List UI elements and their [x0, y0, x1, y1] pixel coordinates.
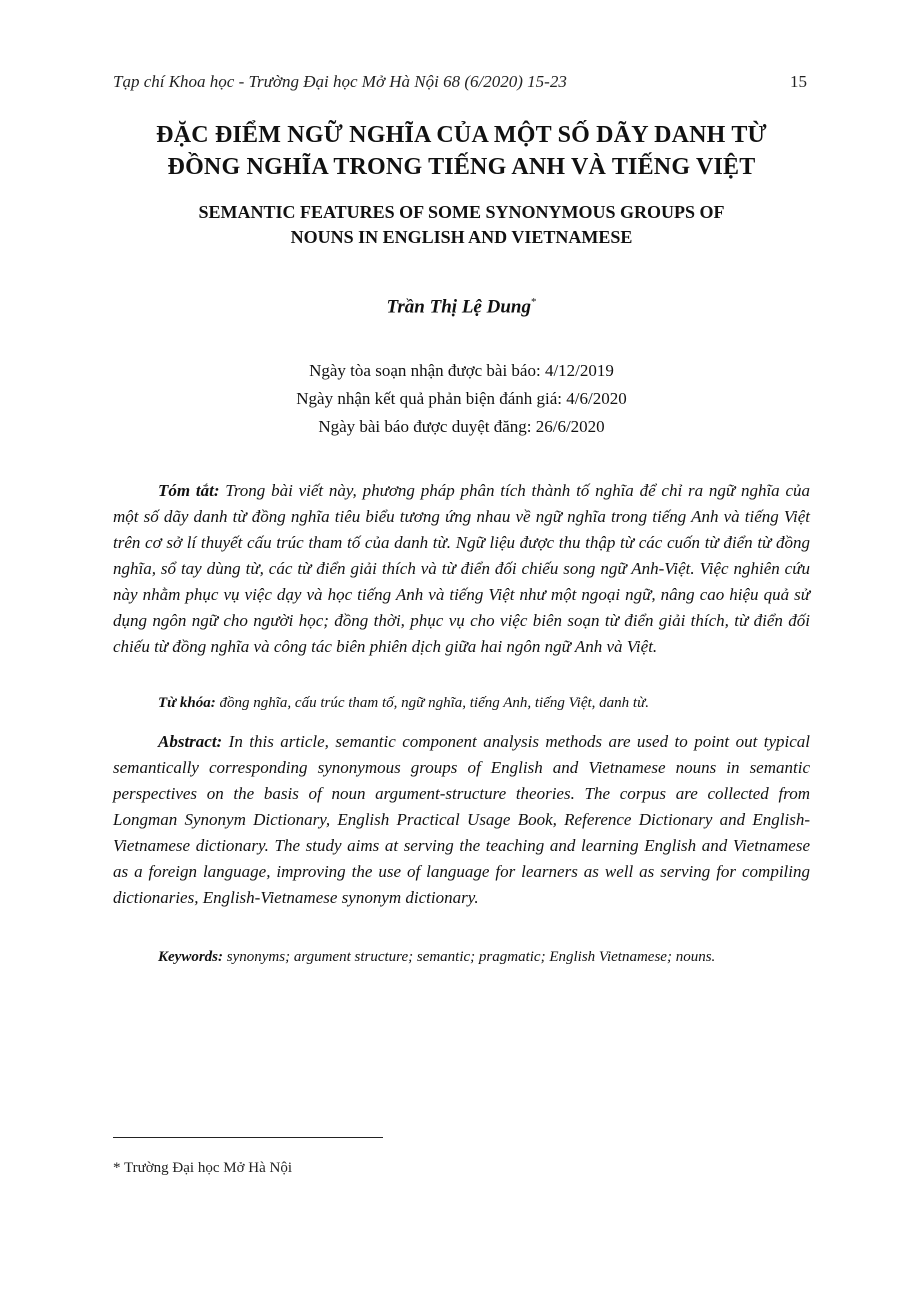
english-abstract-label: Abstract: — [158, 732, 223, 751]
english-keywords-label: Keywords: — [158, 949, 223, 965]
vietnamese-title-line-2: ĐỒNG NGHĨA TRONG TIẾNG ANH VÀ TIẾNG VIỆT — [167, 154, 756, 180]
journal-header: Tạp chí Khoa học - Trường Đại học Mở Hà Nội 68 (6/2020) 15-23 — [113, 72, 567, 91]
vietnamese-title-line-1: ĐẶC ĐIỂM NGỮ NGHĨA CỦA MỘT SỐ DÃY DANH TỪ — [156, 122, 767, 148]
page-number: 15 — [790, 72, 807, 91]
english-keywords — [113, 949, 810, 966]
english-title — [113, 200, 810, 250]
date-received: Ngày tòa soạn nhận được bài báo: 4/12/2019 — [309, 361, 614, 380]
vietnamese-title — [113, 119, 810, 183]
author-footnote-marker: * — [530, 296, 537, 308]
vietnamese-abstract-label: Tóm tắt: — [158, 481, 220, 500]
english-abstract-text: In this article, semantic component analysis methods are used to point out typical semantically corresponding synonymous groups of English and Vietnamese nouns in semantic perspectives on the basis of noun argument-structure theories. The corpus are collected from Longman Synonym Dictionary, English Practical Usage Book, Reference Dictionary and English-Vietnamese dictionary. The study aims at serving the teaching and learning English and Vietnamese as a foreign language, improving the use of language for learners as well as serving for compiling dictionaries, English-Vietnamese synonym dictionary. — [113, 732, 810, 907]
submission-dates — [113, 357, 810, 441]
english-abstract — [113, 729, 810, 911]
english-title-line-2: NOUNS IN ENGLISH AND VIETNAMESE — [290, 227, 633, 247]
vietnamese-keywords-text: đồng nghĩa, cấu trúc tham tố, ngữ nghĩa, tiếng Anh, tiếng Việt, danh từ. — [215, 695, 650, 711]
english-keywords-text: synonyms; argument structure; semantic; pragmatic; English Vietnamese; nouns. — [223, 949, 716, 965]
vietnamese-keywords — [113, 695, 810, 712]
footnote-divider — [113, 1137, 383, 1138]
affiliation-footnote: * Trường Đại học Mở Hà Nội — [113, 1160, 292, 1176]
vietnamese-abstract — [113, 478, 810, 660]
vietnamese-abstract-text: Trong bài viết này, phương pháp phân tích thành tố nghĩa để chỉ ra ngữ nghĩa của một số dãy danh từ đồng nghĩa tiêu biểu tương ứng nhau về ngữ nghĩa trong tiếng Anh và tiếng Việt trên cơ sở lí thuyết cấu trúc tham tố của danh từ. Ngữ liệu được thu thập từ các cuốn từ điển từ đồng nghĩa, sổ tay dùng từ, các từ điển giải thích và từ điển đối chiếu song ngữ Anh-Việt. Việc nghiên cứu này nhằm phục vụ việc dạy và học tiếng Anh và tiếng Việt như một ngoại ngữ, nâng cao hiệu quả sử dụng ngôn ngữ cho người học; đồng thời, phục vụ cho việc biên soạn từ điển giải thích, từ điển đối chiếu từ đồng nghĩa và công tác biên phiên dịch giữa hai ngôn ngữ Anh và Việt. — [113, 481, 810, 656]
date-reviewed: Ngày nhận kết quả phản biện đánh giá: 4/6/2020 — [296, 389, 627, 408]
vietnamese-keywords-label: Từ khóa: — [158, 695, 216, 711]
author-name: Trần Thị Lệ Dung — [386, 296, 531, 318]
english-title-line-1: SEMANTIC FEATURES OF SOME SYNONYMOUS GROUPS OF — [198, 202, 725, 222]
author-line — [113, 296, 810, 318]
date-accepted: Ngày bài báo được duyệt đăng: 26/6/2020 — [318, 417, 605, 436]
